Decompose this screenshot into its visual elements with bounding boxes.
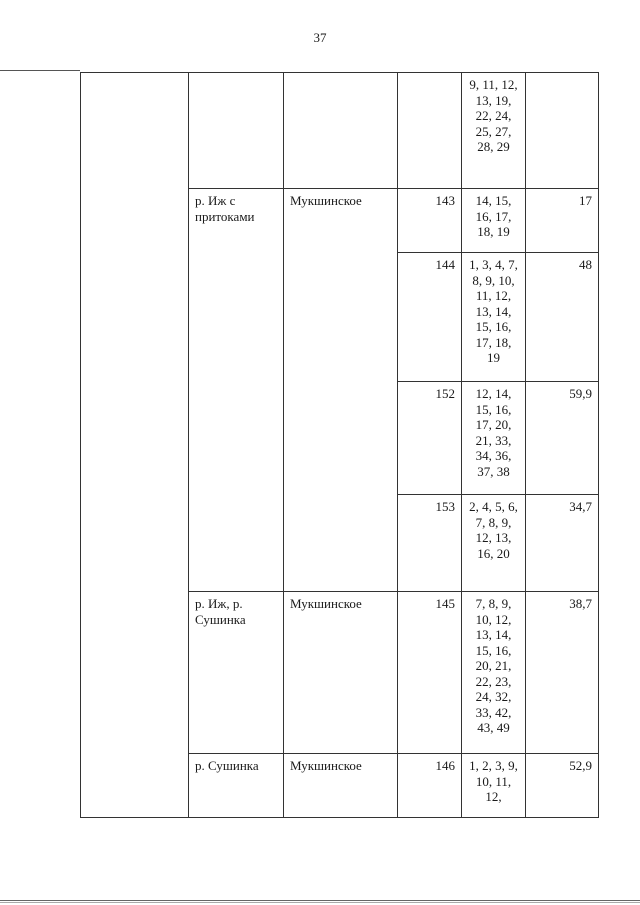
forestry-cell [284, 73, 398, 189]
vydel-cell: 14, 15, 16, 17, 18, 19 [462, 189, 526, 253]
area-cell: 17 [526, 189, 599, 253]
page-bottom-rule [0, 900, 640, 901]
kvartal-cell: 146 [398, 754, 462, 818]
kvartal-cell: 144 [398, 253, 462, 382]
vydel-cell: 7, 8, 9, 10, 12, 13, 14, 15, 16, 20, 21, 22, 23, 24, 32, 33, 42, 43, 49 [462, 592, 526, 754]
forestry-cell: Мукшинское [284, 592, 398, 754]
kvartal-cell: 153 [398, 495, 462, 592]
river-cell: р. Иж, р. Сушинка [189, 592, 284, 754]
kvartal-cell: 145 [398, 592, 462, 754]
area-cell [526, 73, 599, 189]
river-cell: р. Иж с притоками [189, 189, 284, 592]
area-cell: 52,9 [526, 754, 599, 818]
first-column-cell [81, 73, 189, 818]
forestry-cell: Мукшинское [284, 754, 398, 818]
vydel-cell: 1, 2, 3, 9, 10, 11, 12, [462, 754, 526, 818]
kvartal-cell: 143 [398, 189, 462, 253]
river-cell: р. Сушинка [189, 754, 284, 818]
area-cell: 59,9 [526, 382, 599, 495]
area-cell: 48 [526, 253, 599, 382]
table-top-edge [0, 70, 80, 71]
page-bottom-rule-secondary [0, 902, 640, 903]
area-cell: 34,7 [526, 495, 599, 592]
vydel-cell: 12, 14, 15, 16, 17, 20, 21, 33, 34, 36, 37, 38 [462, 382, 526, 495]
page-number: 37 [313, 30, 327, 45]
vydel-cell: 2, 4, 5, 6, 7, 8, 9, 12, 13, 16, 20 [462, 495, 526, 592]
kvartal-cell [398, 73, 462, 189]
kvartal-cell: 152 [398, 382, 462, 495]
vydel-cell: 1, 3, 4, 7, 8, 9, 10, 11, 12, 13, 14, 15, 16, 17, 18, 19 [462, 253, 526, 382]
forestry-cell: Мукшинское [284, 189, 398, 592]
forest-registry-table [80, 72, 599, 818]
area-cell: 38,7 [526, 592, 599, 754]
table-row [81, 73, 599, 189]
vydel-cell: 9, 11, 12, 13, 19, 22, 24, 25, 27, 28, 29 [462, 73, 526, 189]
river-cell [189, 73, 284, 189]
